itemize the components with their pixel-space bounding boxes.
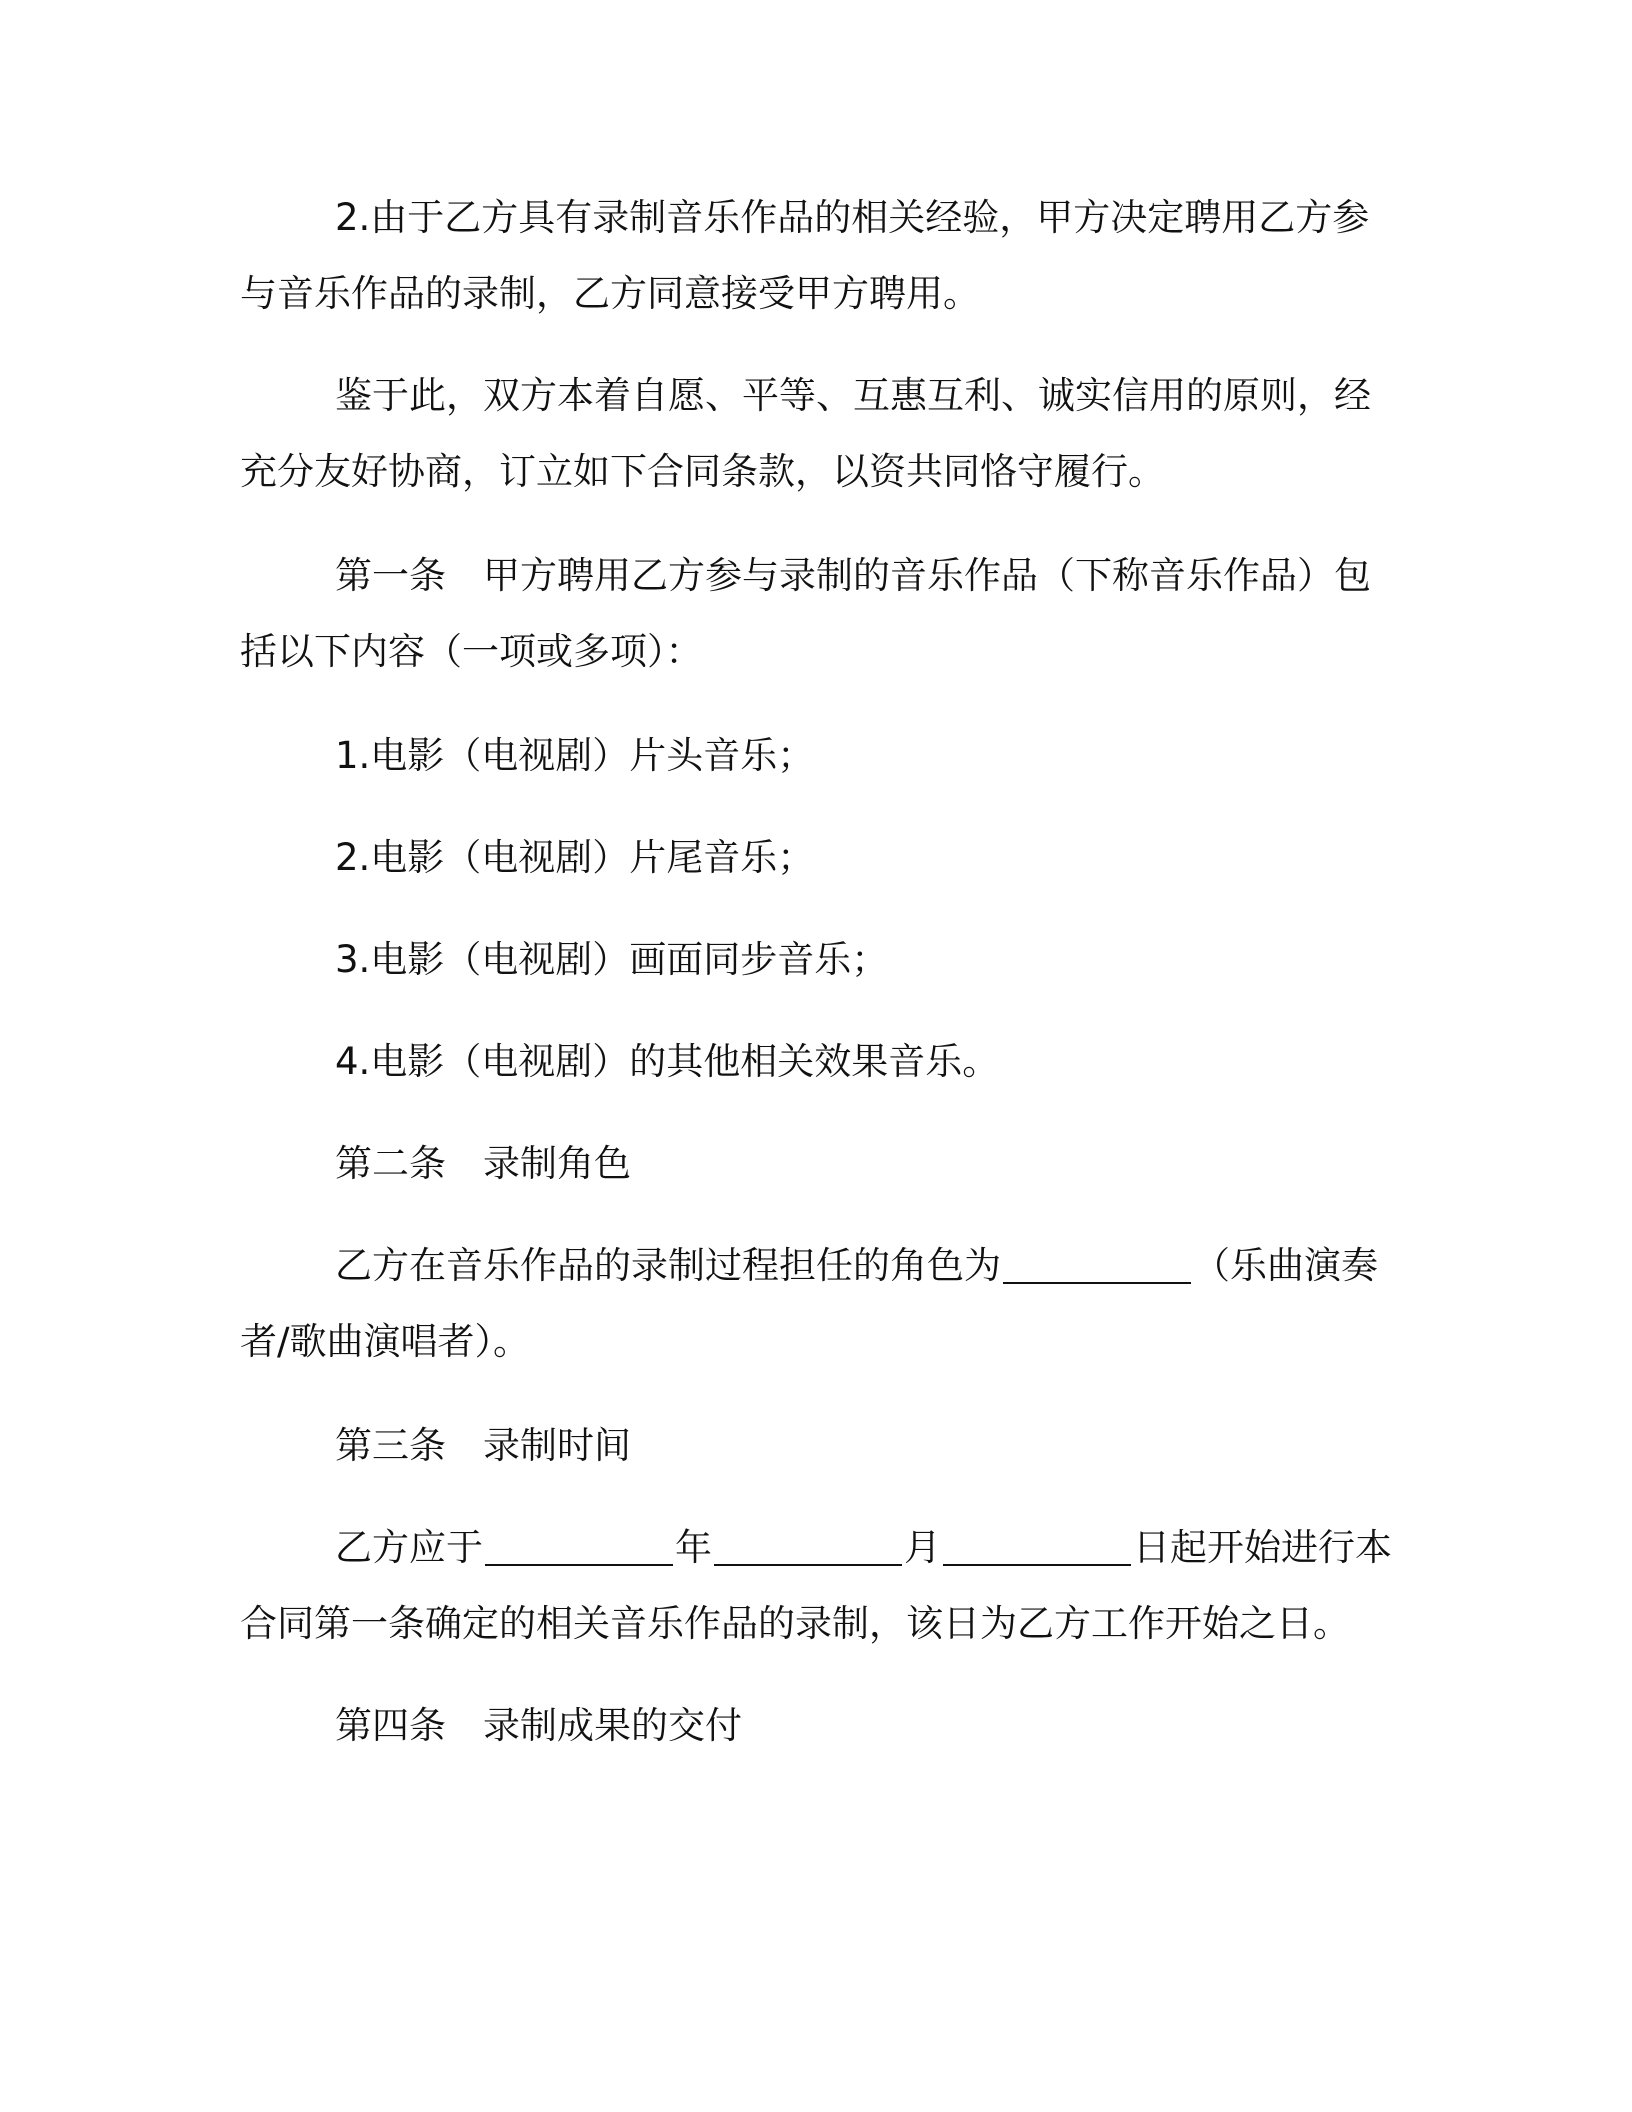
paragraph-2-line-1: 鉴于此，双方本着自愿、平等、互惠互利、诚实信用的原则，经 [335,374,1371,417]
article-3-text-end: 日起开始进行本 [1133,1526,1392,1569]
paragraph-1-line-2: 与音乐作品的录制，乙方同意接受甲方聘用。 [240,272,980,315]
article-3-heading: 第三条 录制时间 [335,1424,631,1467]
year-label: 年 [675,1526,712,1569]
day-blank [943,1528,1131,1566]
article-2-text-before: 乙方在音乐作品的录制过程担任的角色为 [335,1244,1001,1287]
list-item-2: 2.电影（电视剧）片尾音乐； [335,836,815,879]
article-2-line-2: 者/歌曲演唱者）。 [240,1320,530,1363]
article-3-line-2: 合同第一条确定的相关音乐作品的录制，该日为乙方工作开始之日。 [240,1602,1350,1645]
article-4-heading: 第四条 录制成果的交付 [335,1704,742,1747]
article-3-line-1 [335,1524,1410,1572]
paragraph-1-line-1: 2.由于乙方具有录制音乐作品的相关经验，甲方决定聘用乙方参 [335,196,1370,239]
year-blank [485,1528,673,1566]
article-1-line-2: 括以下内容（一项或多项）： [240,630,703,673]
article-2-line-1 [335,1242,1410,1290]
article-3-text-start: 乙方应于 [335,1526,483,1569]
month-blank [714,1528,902,1566]
role-blank [1003,1246,1191,1284]
article-2-text-after: （乐曲演奏 [1193,1244,1378,1287]
list-item-3: 3.电影（电视剧）画面同步音乐； [335,938,889,981]
list-item-4: 4.电影（电视剧）的其他相关效果音乐。 [335,1040,1000,1083]
article-2-heading: 第二条 录制角色 [335,1142,631,1185]
paragraph-2-line-2: 充分友好协商，订立如下合同条款，以资共同恪守履行。 [240,450,1165,493]
list-item-1: 1.电影（电视剧）片头音乐； [335,734,815,777]
month-label: 月 [904,1526,941,1569]
article-1-line-1: 第一条 甲方聘用乙方参与录制的音乐作品（下称音乐作品）包 [335,554,1371,597]
